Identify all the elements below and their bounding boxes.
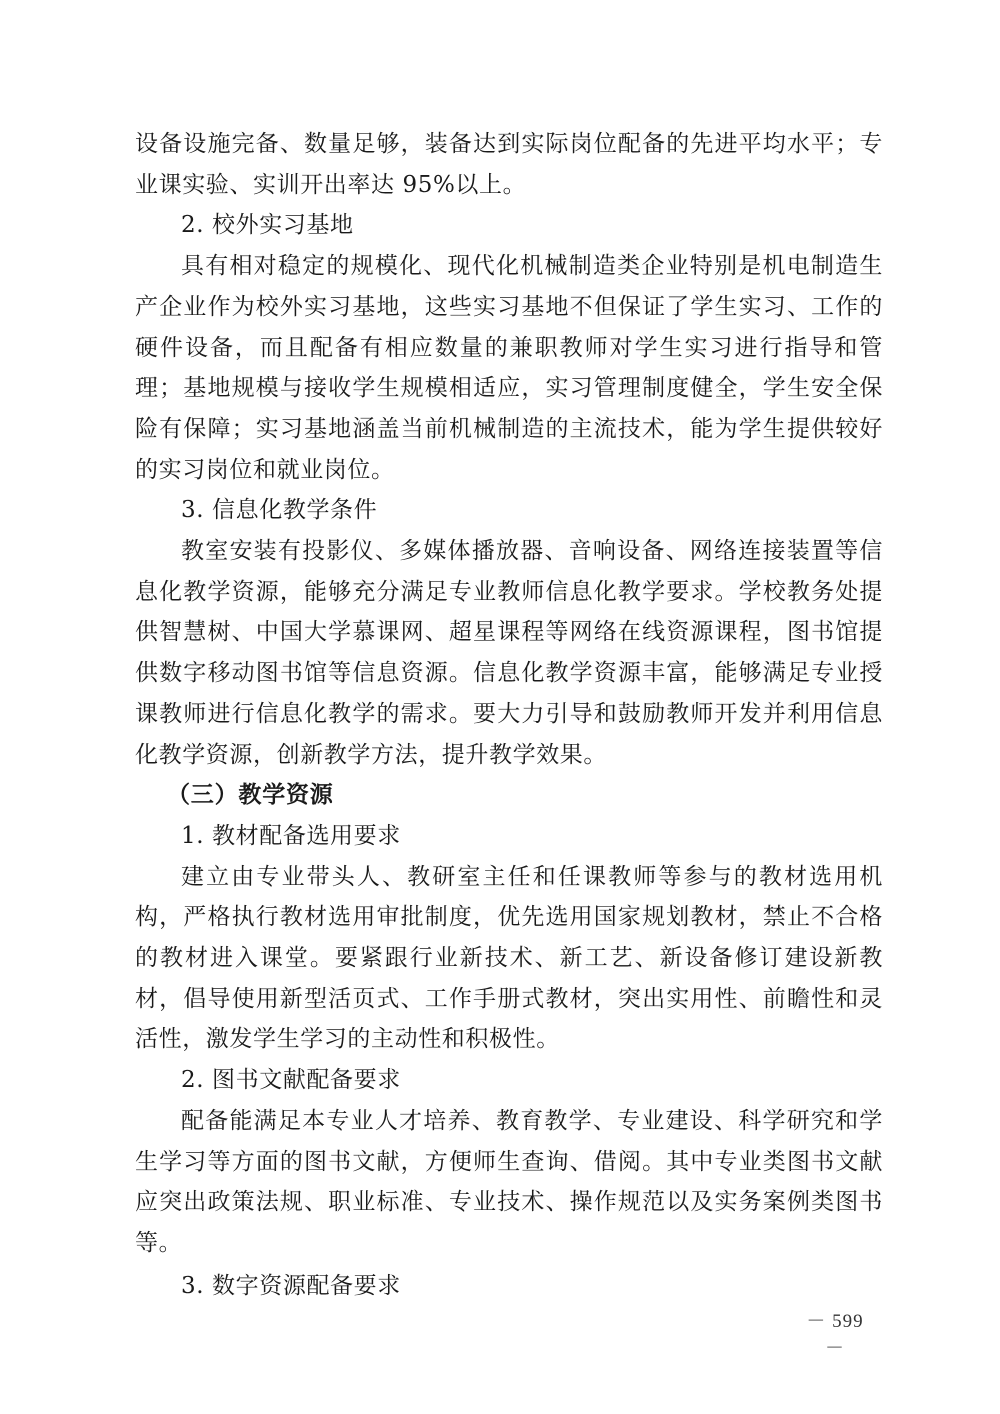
paragraph-it-teaching: 教室安装有投影仪、多媒体播放器、音响设备、网络连接装置等信息化教学资源，能够充分满足专业教师信息化教学要求。学校教务处提供智慧树、中国大学慕课网、超星课程等网络在线资源课程，图书馆提供数字移动图书馆等信息资源。信息化教学资源丰富，能够满足专业授课教师进行信息化教学的需求。要大力引导和鼓励教师开发并利用信息化教学资源，创新教学方法，提升教学效果。 bbox=[135, 538, 883, 768]
subheading-digital-resources: 3. 数字资源配备要求 bbox=[181, 1272, 401, 1299]
subheading-textbooks: 1. 教材配备选用要求 bbox=[181, 822, 401, 849]
paragraph-offcampus-base: 具有相对稳定的规模化、现代化机械制造类企业特别是机电制造生产企业作为校外实习基地，这些实习基地不但保证了学生实习、工作的硬件设备，而且配备有相应数量的兼职教师对学生实习进行指导和管理；基地规模与接收学生规模相适应，实习管理制度健全，学生安全保险有保障；实习基地涵盖当前机械制造的主流技术，能为学生提供较好的实习岗位和就业岗位。 bbox=[135, 253, 883, 483]
subheading-offcampus-base: 2. 校外实习基地 bbox=[181, 212, 354, 239]
subheading-library: 2. 图书文献配备要求 bbox=[181, 1067, 401, 1094]
subheading-it-teaching: 3. 信息化教学条件 bbox=[181, 497, 378, 524]
page-content bbox=[135, 124, 883, 1306]
page-number: － 599 － bbox=[806, 1311, 864, 1359]
paragraph-facility-requirements: 设备设施完备、数量足够，装备达到实际岗位配备的先进平均水平；专业课实验、实训开出率达 95%以上。 bbox=[135, 131, 883, 198]
paragraph-textbooks: 建立由专业带头人、教研室主任和任课教师等参与的教材选用机构，严格执行教材选用审批制度，优先选用国家规划教材，禁止不合格的教材进入课堂。要紧跟行业新技术、新工艺、新设备修订建设新教材，倡导使用新型活页式、工作手册式教材，突出实用性、前瞻性和灵活性，激发学生学习的主动性和积极性。 bbox=[135, 863, 883, 1053]
paragraph-library: 配备能满足本专业人才培养、教育教学、专业建设、科学研究和学生学习等方面的图书文献，方便师生查询、借阅。其中专业类图书文献应突出政策法规、职业标准、专业技术、操作规范以及实务案例类图书等。 bbox=[135, 1107, 883, 1256]
section-heading-teaching-resources: （三）教学资源 bbox=[167, 782, 334, 809]
